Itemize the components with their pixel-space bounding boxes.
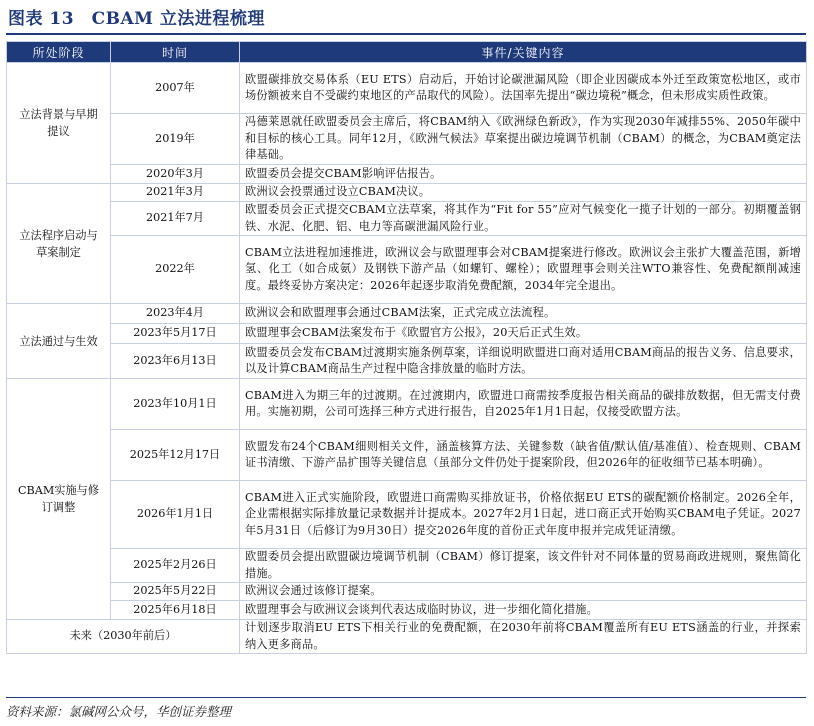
table-row bbox=[7, 430, 807, 481]
table-header-row bbox=[7, 42, 807, 63]
table-row bbox=[7, 344, 807, 379]
stage-cell: 立法程序启动与草案制定 bbox=[7, 184, 111, 304]
event-cell: 欧盟委员会提出欧盟碳边境调节机制（CBAM）修订提案，该文件针对不同体量的贸易商政进规则，聚焦简化措施。 bbox=[240, 549, 807, 583]
time-cell: 2023年5月17日 bbox=[111, 324, 240, 344]
stage-cell: CBAM实施与修订调整 bbox=[7, 379, 111, 620]
event-cell: 冯德莱恩就任欧盟委员会主席后，将CBAM纳入《欧洲绿色新政》，作为实现2030年减排55%、2050年碳中和目标的核心工具。同年12月，《欧洲气候法》草案提出碳边境调节机制（CBAM）的概念，为CBAM奠定法律基础。 bbox=[240, 114, 807, 165]
table-row bbox=[7, 184, 807, 202]
event-cell: 欧盟理事会CBAM法案发布于《欧盟官方公报》，20天后正式生效。 bbox=[240, 324, 807, 344]
event-cell: 欧洲议会通过该修订提案。 bbox=[240, 583, 807, 601]
time-cell: 2019年 bbox=[111, 114, 240, 165]
header-time: 时间 bbox=[111, 42, 240, 63]
event-cell: CBAM立法进程加速推进，欧洲议会与欧盟理事会对CBAM提案进行修改。欧洲议会主张扩大覆盖范围，新增氢、化工（如合成氨）及钢铁下游产品（如螺钉、螺栓）；欧盟理事会则关注WTO兼容性、免费配额削减速度。最终妥协方案决定：2026年起逐步取消免费配额，2034年完全退出。 bbox=[240, 236, 807, 304]
event-cell: CBAM进入为期三年的过渡期。在过渡期内，欧盟进口商需按季度报告相关商品的碳排放数据，但无需支付费用。实施初期，公司可选择三种方式进行报告，自2025年1月1日起，仅接受欧盟方法。 bbox=[240, 379, 807, 430]
table-row bbox=[7, 114, 807, 165]
table-row bbox=[7, 165, 807, 184]
time-cell: 2023年6月13日 bbox=[111, 344, 240, 379]
figure-title: 图表 13 CBAM 立法进程梳理 bbox=[8, 9, 265, 29]
header-event: 事件/关键内容 bbox=[240, 42, 807, 63]
event-cell: 欧盟委员会提交CBAM影响评估报告。 bbox=[240, 165, 807, 184]
table-bottom-rule bbox=[6, 697, 806, 698]
time-cell: 2025年2月26日 bbox=[111, 549, 240, 583]
stage-cell: 立法通过与生效 bbox=[7, 304, 111, 379]
time-cell: 2020年3月 bbox=[111, 165, 240, 184]
time-cell: 2025年6月18日 bbox=[111, 601, 240, 620]
event-cell: 欧盟碳排放交易体系（EU ETS）启动后，开始讨论碳泄漏风险（即企业因碳成本外迁至政策宽松地区，或市场份额被来自不受碳约束地区的产品取代的风险）。法国率先提出“碳边境税”概念，但未形成实质性政策。 bbox=[240, 63, 807, 114]
source-note: 资料来源：氯碱网公众号，华创证券整理 bbox=[6, 704, 232, 719]
table-row bbox=[7, 304, 807, 324]
time-cell: 2026年1月1日 bbox=[111, 481, 240, 549]
event-cell: 欧洲议会和欧盟理事会通过CBAM法案，正式完成立法流程。 bbox=[240, 304, 807, 324]
event-cell: 欧盟发布24个CBAM细则相关文件，涵盖核算方法、关键参数（缺省值/默认值/基准值）、检查规则、CBAM证书清缴、下游产品扩围等关键信息（虽部分文件仍处于提案阶段，但2026年的征收细节已基本明确）。 bbox=[240, 430, 807, 481]
title-underline bbox=[6, 33, 806, 35]
time-cell: 2025年5月22日 bbox=[111, 583, 240, 601]
event-cell: 欧盟委员会发布CBAM过渡期实施条例草案，详细说明欧盟进口商对适用CBAM商品的报告义务、信息要求，以及计算CBAM商品生产过程中隐含排放量的临时方法。 bbox=[240, 344, 807, 379]
table-row bbox=[7, 324, 807, 344]
time-cell: 2022年 bbox=[111, 236, 240, 304]
time-cell: 2023年10月1日 bbox=[111, 379, 240, 430]
table-row bbox=[7, 549, 807, 583]
event-cell: 计划逐步取消EU ETS下相关行业的免费配额，在2030年前将CBAM覆盖所有EU ETS涵盖的行业，并探索纳入更多商品。 bbox=[240, 620, 807, 654]
table-row bbox=[7, 481, 807, 549]
table-row bbox=[7, 601, 807, 620]
table-row bbox=[7, 202, 807, 236]
stage-cell: 立法背景与早期提议 bbox=[7, 63, 111, 184]
time-cell: 2021年3月 bbox=[111, 184, 240, 202]
table-row bbox=[7, 583, 807, 601]
event-cell: 欧盟委员会正式提交CBAM立法草案，将其作为“Fit for 55”应对气候变化一揽子计划的一部分。初期覆盖钢铁、水泥、化肥、铝、电力等高碳泄漏风险行业。 bbox=[240, 202, 807, 236]
header-stage: 所处阶段 bbox=[7, 42, 111, 63]
time-cell: 2007年 bbox=[111, 63, 240, 114]
table-row-future bbox=[7, 620, 807, 654]
table-row bbox=[7, 379, 807, 430]
cbam-timeline-table bbox=[6, 41, 807, 654]
event-cell: CBAM进入正式实施阶段，欧盟进口商需购买排放证书，价格依据EU ETS的碳配额价格制定。2026全年，企业需根据实际排放量记录数据并计提成本。2027年2月1日起，进口商正式开始购买CBAM电子凭证。2027年5月31日（后修订为9月30日）提交2026年度的首份正式年度申报并完成凭证清缴。 bbox=[240, 481, 807, 549]
time-cell: 2025年12月17日 bbox=[111, 430, 240, 481]
table-row bbox=[7, 63, 807, 114]
table-row bbox=[7, 236, 807, 304]
event-cell: 欧洲议会投票通过设立CBAM决议。 bbox=[240, 184, 807, 202]
time-cell: 2023年4月 bbox=[111, 304, 240, 324]
future-stage-cell: 未来（2030年前后） bbox=[7, 620, 240, 654]
time-cell: 2021年7月 bbox=[111, 202, 240, 236]
event-cell: 欧盟理事会与欧洲议会谈判代表达成临时协议，进一步细化简化措施。 bbox=[240, 601, 807, 620]
